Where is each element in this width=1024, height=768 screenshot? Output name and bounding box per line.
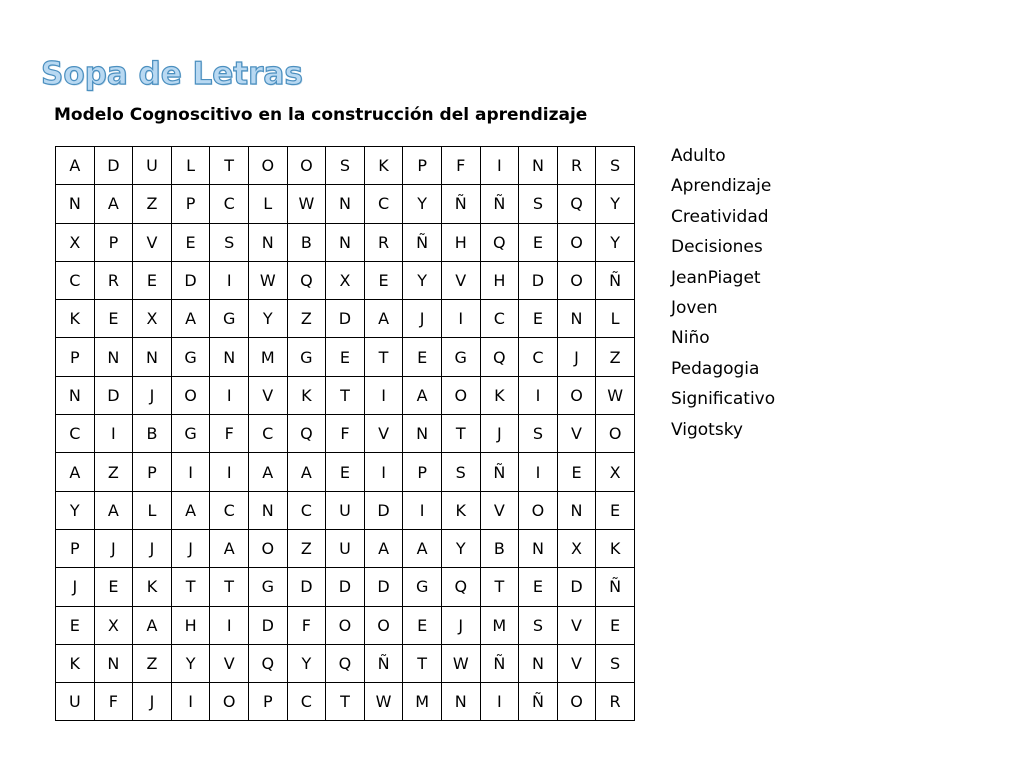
word-list-item: JeanPiaget (671, 267, 761, 288)
grid-cell: O (248, 147, 287, 185)
word-list-item: Joven (671, 298, 718, 319)
grid-row (56, 644, 635, 682)
grid-cell: K (287, 376, 326, 414)
grid-cell: A (287, 453, 326, 491)
grid-row (56, 223, 635, 261)
grid-cell: U (326, 491, 365, 529)
grid-row (56, 300, 635, 338)
grid-cell: Ñ (480, 644, 519, 682)
grid-cell: T (210, 568, 249, 606)
grid-cell: Ñ (364, 644, 403, 682)
grid-cell: R (364, 223, 403, 261)
word-list-item: Decisiones (671, 237, 763, 258)
grid-cell: E (171, 223, 210, 261)
grid-cell: H (441, 223, 480, 261)
grid-cell: V (364, 415, 403, 453)
grid-cell: J (480, 415, 519, 453)
grid-cell: E (326, 453, 365, 491)
word-search-grid (55, 146, 635, 721)
grid-cell: E (519, 223, 558, 261)
grid-cell: V (557, 606, 596, 644)
grid-cell: U (56, 683, 95, 721)
grid-cell: J (56, 568, 95, 606)
grid-cell: C (364, 185, 403, 223)
grid-cell: N (519, 644, 558, 682)
grid-cell: I (480, 683, 519, 721)
grid-cell: J (557, 338, 596, 376)
word-list-item: Pedagogia (671, 358, 760, 379)
page-title: Sopa de Letras (41, 56, 303, 92)
grid-cell: O (326, 606, 365, 644)
grid-cell: G (403, 568, 442, 606)
grid-cell: J (133, 529, 172, 567)
grid-cell: I (210, 261, 249, 299)
grid-cell: K (441, 491, 480, 529)
grid-cell: D (557, 568, 596, 606)
grid-cell: O (364, 606, 403, 644)
grid-cell: A (94, 491, 133, 529)
grid-cell: V (210, 644, 249, 682)
grid-cell: X (56, 223, 95, 261)
grid-row (56, 376, 635, 414)
grid-cell: E (403, 338, 442, 376)
grid-cell: A (94, 185, 133, 223)
grid-cell: P (56, 529, 95, 567)
grid-cell: X (94, 606, 133, 644)
grid-cell: A (171, 491, 210, 529)
grid-cell: P (403, 147, 442, 185)
grid-cell: T (210, 147, 249, 185)
grid-cell: V (480, 491, 519, 529)
grid-cell: S (210, 223, 249, 261)
grid-cell: C (56, 261, 95, 299)
grid-cell: C (210, 185, 249, 223)
grid-cell: T (326, 376, 365, 414)
grid-cell: G (171, 415, 210, 453)
grid-cell: K (56, 644, 95, 682)
grid-cell: Y (403, 261, 442, 299)
grid-cell: X (557, 529, 596, 567)
grid-cell: D (364, 568, 403, 606)
grid-cell: N (94, 338, 133, 376)
word-list-item: Niño (671, 328, 710, 349)
grid-cell: N (248, 491, 287, 529)
grid-cell: D (171, 261, 210, 299)
grid-cell: R (557, 147, 596, 185)
grid-cell: P (403, 453, 442, 491)
grid-row (56, 529, 635, 567)
grid-cell: H (480, 261, 519, 299)
grid-cell: Ñ (441, 185, 480, 223)
grid-cell: Y (171, 644, 210, 682)
grid-cell: I (364, 376, 403, 414)
grid-cell: Ñ (596, 261, 635, 299)
grid-row (56, 415, 635, 453)
grid-cell: N (519, 529, 558, 567)
grid-cell: Ñ (480, 185, 519, 223)
grid-cell: A (403, 376, 442, 414)
grid-cell: D (248, 606, 287, 644)
grid-cell: G (248, 568, 287, 606)
grid-cell: U (326, 529, 365, 567)
word-list-item: Creatividad (671, 206, 769, 227)
page-subtitle: Modelo Cognoscitivo en la construcción del aprendizaje (54, 105, 588, 125)
grid-row (56, 683, 635, 721)
grid-cell: Q (557, 185, 596, 223)
grid-cell: L (248, 185, 287, 223)
grid-cell: A (56, 147, 95, 185)
grid-cell: T (326, 683, 365, 721)
grid-cell: L (133, 491, 172, 529)
grid-cell: N (326, 223, 365, 261)
grid-cell: A (403, 529, 442, 567)
grid-cell: T (171, 568, 210, 606)
grid-cell: Y (403, 185, 442, 223)
grid-cell: J (94, 529, 133, 567)
grid-cell: P (56, 338, 95, 376)
grid-cell: O (557, 261, 596, 299)
grid-cell: Y (248, 300, 287, 338)
grid-cell: V (248, 376, 287, 414)
grid-cell: A (364, 529, 403, 567)
grid-cell: A (248, 453, 287, 491)
grid-cell: E (133, 261, 172, 299)
grid-cell: Y (56, 491, 95, 529)
grid-cell: D (326, 568, 365, 606)
grid-cell: E (403, 606, 442, 644)
grid-cell: D (94, 376, 133, 414)
grid-cell: N (248, 223, 287, 261)
grid-row (56, 185, 635, 223)
grid-body (56, 147, 635, 721)
grid-cell: N (56, 185, 95, 223)
grid-cell: W (596, 376, 635, 414)
grid-cell: C (287, 491, 326, 529)
grid-cell: N (557, 491, 596, 529)
grid-cell: R (596, 683, 635, 721)
grid-cell: N (210, 338, 249, 376)
grid-cell: F (94, 683, 133, 721)
grid-cell: X (133, 300, 172, 338)
grid-cell: V (557, 415, 596, 453)
grid-cell: C (210, 491, 249, 529)
grid-cell: K (364, 147, 403, 185)
grid-cell: V (441, 261, 480, 299)
grid-cell: A (364, 300, 403, 338)
grid-cell: I (210, 606, 249, 644)
grid-row (56, 568, 635, 606)
grid-cell: Q (287, 415, 326, 453)
grid-row (56, 147, 635, 185)
grid-cell: O (519, 491, 558, 529)
grid-cell: A (171, 300, 210, 338)
grid-cell: F (326, 415, 365, 453)
grid-cell: I (171, 683, 210, 721)
grid-cell: N (557, 300, 596, 338)
grid-row (56, 491, 635, 529)
grid-cell: I (171, 453, 210, 491)
grid-cell: H (171, 606, 210, 644)
grid-cell: Q (480, 223, 519, 261)
grid-cell: B (133, 415, 172, 453)
grid-cell: X (596, 453, 635, 491)
word-list-item: Aprendizaje (671, 176, 772, 197)
grid-cell: O (596, 415, 635, 453)
grid-cell: W (248, 261, 287, 299)
grid-cell: S (596, 147, 635, 185)
grid-row (56, 261, 635, 299)
grid-cell: O (557, 223, 596, 261)
grid-cell: I (364, 453, 403, 491)
word-list-item: Adulto (671, 146, 726, 166)
grid-cell: T (403, 644, 442, 682)
grid-cell: C (480, 300, 519, 338)
grid-cell: U (133, 147, 172, 185)
grid-cell: Q (287, 261, 326, 299)
grid-cell: Y (596, 223, 635, 261)
grid-cell: R (94, 261, 133, 299)
grid-cell: S (519, 415, 558, 453)
grid-cell: W (441, 644, 480, 682)
grid-cell: Z (94, 453, 133, 491)
grid-cell: D (364, 491, 403, 529)
grid-cell: N (519, 147, 558, 185)
grid-cell: Ñ (403, 223, 442, 261)
grid-cell: N (94, 644, 133, 682)
grid-cell: D (519, 261, 558, 299)
grid-cell: F (441, 147, 480, 185)
grid-cell: E (596, 491, 635, 529)
grid-cell: S (441, 453, 480, 491)
grid-cell: O (557, 376, 596, 414)
grid-cell: I (94, 415, 133, 453)
word-list-item: Significativo (671, 389, 776, 410)
grid-cell: F (287, 606, 326, 644)
grid-cell: S (596, 644, 635, 682)
grid-cell: N (441, 683, 480, 721)
grid-cell: Z (133, 644, 172, 682)
grid-cell: E (94, 300, 133, 338)
grid-cell: T (480, 568, 519, 606)
grid-row (56, 606, 635, 644)
grid-cell: B (480, 529, 519, 567)
grid-cell: E (519, 300, 558, 338)
grid-row (56, 338, 635, 376)
grid-cell: T (364, 338, 403, 376)
word-list-item: Vigotsky (671, 419, 743, 440)
grid-cell: N (403, 415, 442, 453)
grid-cell: Ñ (596, 568, 635, 606)
grid-cell: N (326, 185, 365, 223)
grid-cell: Y (596, 185, 635, 223)
grid-cell: D (326, 300, 365, 338)
grid-cell: S (326, 147, 365, 185)
grid-cell: O (248, 529, 287, 567)
grid-row (56, 453, 635, 491)
word-list (671, 141, 775, 445)
grid-cell: E (94, 568, 133, 606)
grid-cell: C (56, 415, 95, 453)
grid-cell: I (210, 376, 249, 414)
grid-cell: E (596, 606, 635, 644)
grid-cell: Q (326, 644, 365, 682)
grid-cell: I (441, 300, 480, 338)
grid-cell: A (133, 606, 172, 644)
grid-cell: E (557, 453, 596, 491)
grid-cell: J (133, 683, 172, 721)
grid-cell: X (326, 261, 365, 299)
grid-cell: I (210, 453, 249, 491)
grid-cell: E (364, 261, 403, 299)
grid-cell: L (596, 300, 635, 338)
grid-cell: K (133, 568, 172, 606)
grid-cell: V (133, 223, 172, 261)
grid-cell: B (287, 223, 326, 261)
grid-cell: C (248, 415, 287, 453)
grid-cell: F (210, 415, 249, 453)
grid-cell: M (248, 338, 287, 376)
grid-cell: P (133, 453, 172, 491)
grid-cell: G (441, 338, 480, 376)
grid-cell: G (210, 300, 249, 338)
grid-cell: O (287, 147, 326, 185)
grid-cell: K (480, 376, 519, 414)
grid-cell: O (171, 376, 210, 414)
grid-cell: Q (248, 644, 287, 682)
grid-cell: N (56, 376, 95, 414)
grid-cell: O (557, 683, 596, 721)
grid-cell: Ñ (480, 453, 519, 491)
grid-cell: G (287, 338, 326, 376)
grid-cell: W (364, 683, 403, 721)
grid-cell: V (557, 644, 596, 682)
grid-cell: Z (287, 529, 326, 567)
grid-cell: M (403, 683, 442, 721)
grid-cell: Y (441, 529, 480, 567)
grid-cell: E (519, 568, 558, 606)
grid-cell: J (171, 529, 210, 567)
grid-cell: P (94, 223, 133, 261)
grid-cell: W (287, 185, 326, 223)
grid-cell: D (94, 147, 133, 185)
grid-cell: I (403, 491, 442, 529)
grid-cell: I (519, 453, 558, 491)
grid-cell: T (441, 415, 480, 453)
grid-cell: J (133, 376, 172, 414)
grid-cell: C (519, 338, 558, 376)
grid-cell: K (596, 529, 635, 567)
grid-cell: Q (480, 338, 519, 376)
grid-cell: E (326, 338, 365, 376)
grid-cell: Z (596, 338, 635, 376)
grid-cell: C (287, 683, 326, 721)
grid-cell: O (210, 683, 249, 721)
grid-cell: S (519, 606, 558, 644)
grid-cell: S (519, 185, 558, 223)
grid-cell: J (441, 606, 480, 644)
grid-cell: I (519, 376, 558, 414)
grid-cell: Z (287, 300, 326, 338)
grid-cell: K (56, 300, 95, 338)
grid-cell: Y (287, 644, 326, 682)
grid-cell: G (171, 338, 210, 376)
grid-cell: Ñ (519, 683, 558, 721)
grid-cell: O (441, 376, 480, 414)
grid-cell: I (480, 147, 519, 185)
grid-cell: P (171, 185, 210, 223)
grid-cell: M (480, 606, 519, 644)
grid-cell: L (171, 147, 210, 185)
grid-cell: A (210, 529, 249, 567)
grid-cell: A (56, 453, 95, 491)
grid-cell: P (248, 683, 287, 721)
grid-cell: E (56, 606, 95, 644)
grid-cell: D (287, 568, 326, 606)
grid-cell: N (133, 338, 172, 376)
grid-cell: Q (441, 568, 480, 606)
grid-cell: Z (133, 185, 172, 223)
grid-cell: J (403, 300, 442, 338)
